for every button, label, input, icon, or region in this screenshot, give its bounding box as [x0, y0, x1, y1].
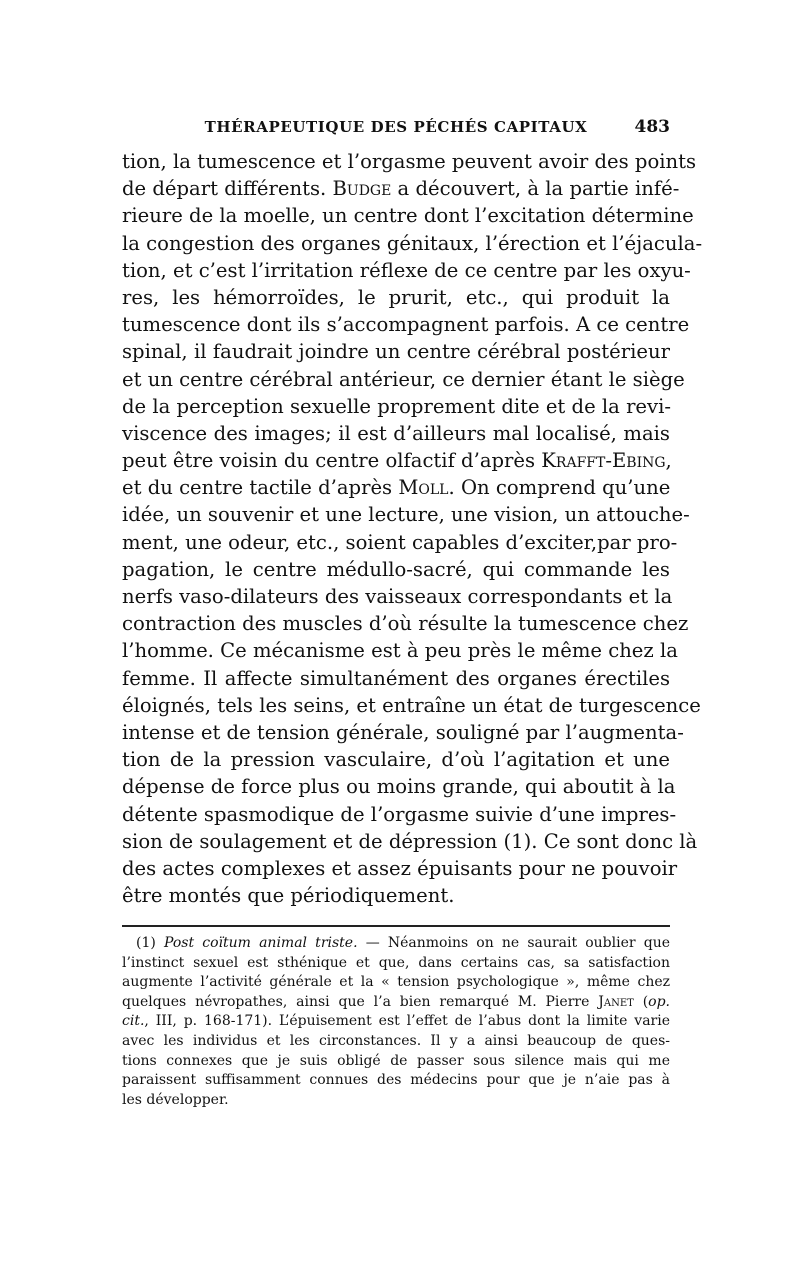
body-line-7: tumescence dont ils s’accompagnent parfois. A ce centre: [122, 313, 690, 337]
footnote: [122, 934, 670, 1110]
footnote-line-6: avec les individus et les circonstances. Il y a ainsi beaucoup de ques-: [122, 1032, 670, 1049]
body-line-11: viscence des images; il est d’ailleurs mal localisé, mais: [122, 421, 670, 445]
body-line-27: des actes complexes et assez épuisants pour ne pouvoir: [122, 856, 678, 880]
footnote-line-8: paraissent suffisamment connues des médecins pour que je n’aie pas à: [122, 1072, 670, 1089]
body-text: [122, 148, 703, 909]
body-line-26: sion de soulagement et de dépression (1). Ce sont donc là: [122, 829, 698, 853]
body-line-21: éloignés, tels les seins, et entraîne un état de turgescence: [122, 693, 701, 717]
footnote-line-3: augmente l’activité générale et la « tension psychologique », même chez: [122, 974, 670, 991]
body-line-5: tion, et c’est l’irritation réflexe de ce centre par les oxyu-: [122, 258, 691, 282]
latin-quote: Post coïtum animal triste.: [164, 935, 358, 951]
body-line-19: l’homme. Ce mécanisme est à peu près le même chez la: [122, 639, 678, 663]
body-line-23: tion de la pression vasculaire, d’où l’agitation et une: [122, 748, 670, 772]
footnote-line-9: les développer.: [122, 1091, 229, 1108]
body-line-6: res, les hémorroïdes, le prurit, etc., qui produit la: [122, 285, 670, 309]
author-name: Budge: [332, 177, 392, 201]
author-name: Krafft-Ebing: [541, 449, 666, 473]
running-head: [122, 118, 670, 142]
footnote-line-2: l’instinct sexuel est sthénique et que, dans certains cas, sa satisfaction: [122, 954, 670, 971]
body-line-10: de la perception sexuelle proprement dite et de la revi-: [122, 394, 671, 418]
body-line-2: de départ différents. Budge a découvert, à la partie infé-: [122, 177, 680, 201]
footnote-line-4: quelques névropathes, ainsi que l’a bien remarqué M. Pierre Janet (op.: [122, 993, 670, 1010]
body-line-14: idée, un souvenir et une lecture, une vision, un attouche-: [122, 503, 690, 527]
body-line-13: et du centre tactile d’après Moll. On comprend qu’une: [122, 476, 671, 500]
body-line-12: peut être voisin du centre olfactif d’après Krafft-Ebing,: [122, 449, 672, 473]
body-line-25: détente spasmodique de l’orgasme suivie d’une impres-: [122, 802, 677, 826]
body-line-1: tion, la tumescence et l’orgasme peuvent avoir des points: [122, 150, 697, 173]
body-line-17: nerfs vaso-dilateurs des vaisseaux correspondants et la: [122, 585, 673, 608]
body-line-15: ment, une odeur, etc., soient capables d’exciter,par pro-: [122, 530, 678, 554]
body-line-22: intense et de tension générale, souligné par l’augmenta-: [122, 720, 684, 744]
body-line-4: la congestion des organes génitaux, l’érection et l’éjacula-: [122, 231, 703, 255]
body-line-28: être montés que périodiquement.: [122, 884, 455, 908]
running-title: THÉRAPEUTIQUE DES PÉCHÉS CAPITAUX: [204, 118, 588, 136]
footnote-line-5: cit., III, p. 168-171). L’épuisement est l’effet de l’abus dont la limite varie: [122, 1013, 670, 1030]
footnote-divider: [122, 925, 670, 927]
author-name: Janet: [598, 993, 634, 1010]
body-line-18: contraction des muscles d’où résulte la tumescence chez: [122, 612, 689, 636]
body-line-8: spinal, il faudrait joindre un centre cérébral postérieur: [122, 340, 670, 364]
body-line-16: pagation, le centre médullo-sacré, qui commande les: [122, 557, 670, 581]
body-line-9: et un centre cérébral antérieur, ce dernier étant le siège: [122, 367, 685, 391]
body-line-20: femme. Il affecte simultanément des organes érectiles: [122, 666, 670, 690]
author-name: Moll: [398, 476, 449, 500]
page-number: 483: [634, 117, 670, 137]
footnote-line-7: tions connexes que je suis obligé de passer sous silence mais qui me: [122, 1052, 670, 1069]
body-line-24: dépense de force plus ou moins grande, qui aboutit à la: [122, 775, 676, 799]
footnote-line-1: (1) Post coïtum animal triste. — Néanmoins on ne saurait oublier que: [136, 935, 670, 951]
body-line-3: rieure de la moelle, un centre dont l’excitation détermine: [122, 204, 694, 228]
